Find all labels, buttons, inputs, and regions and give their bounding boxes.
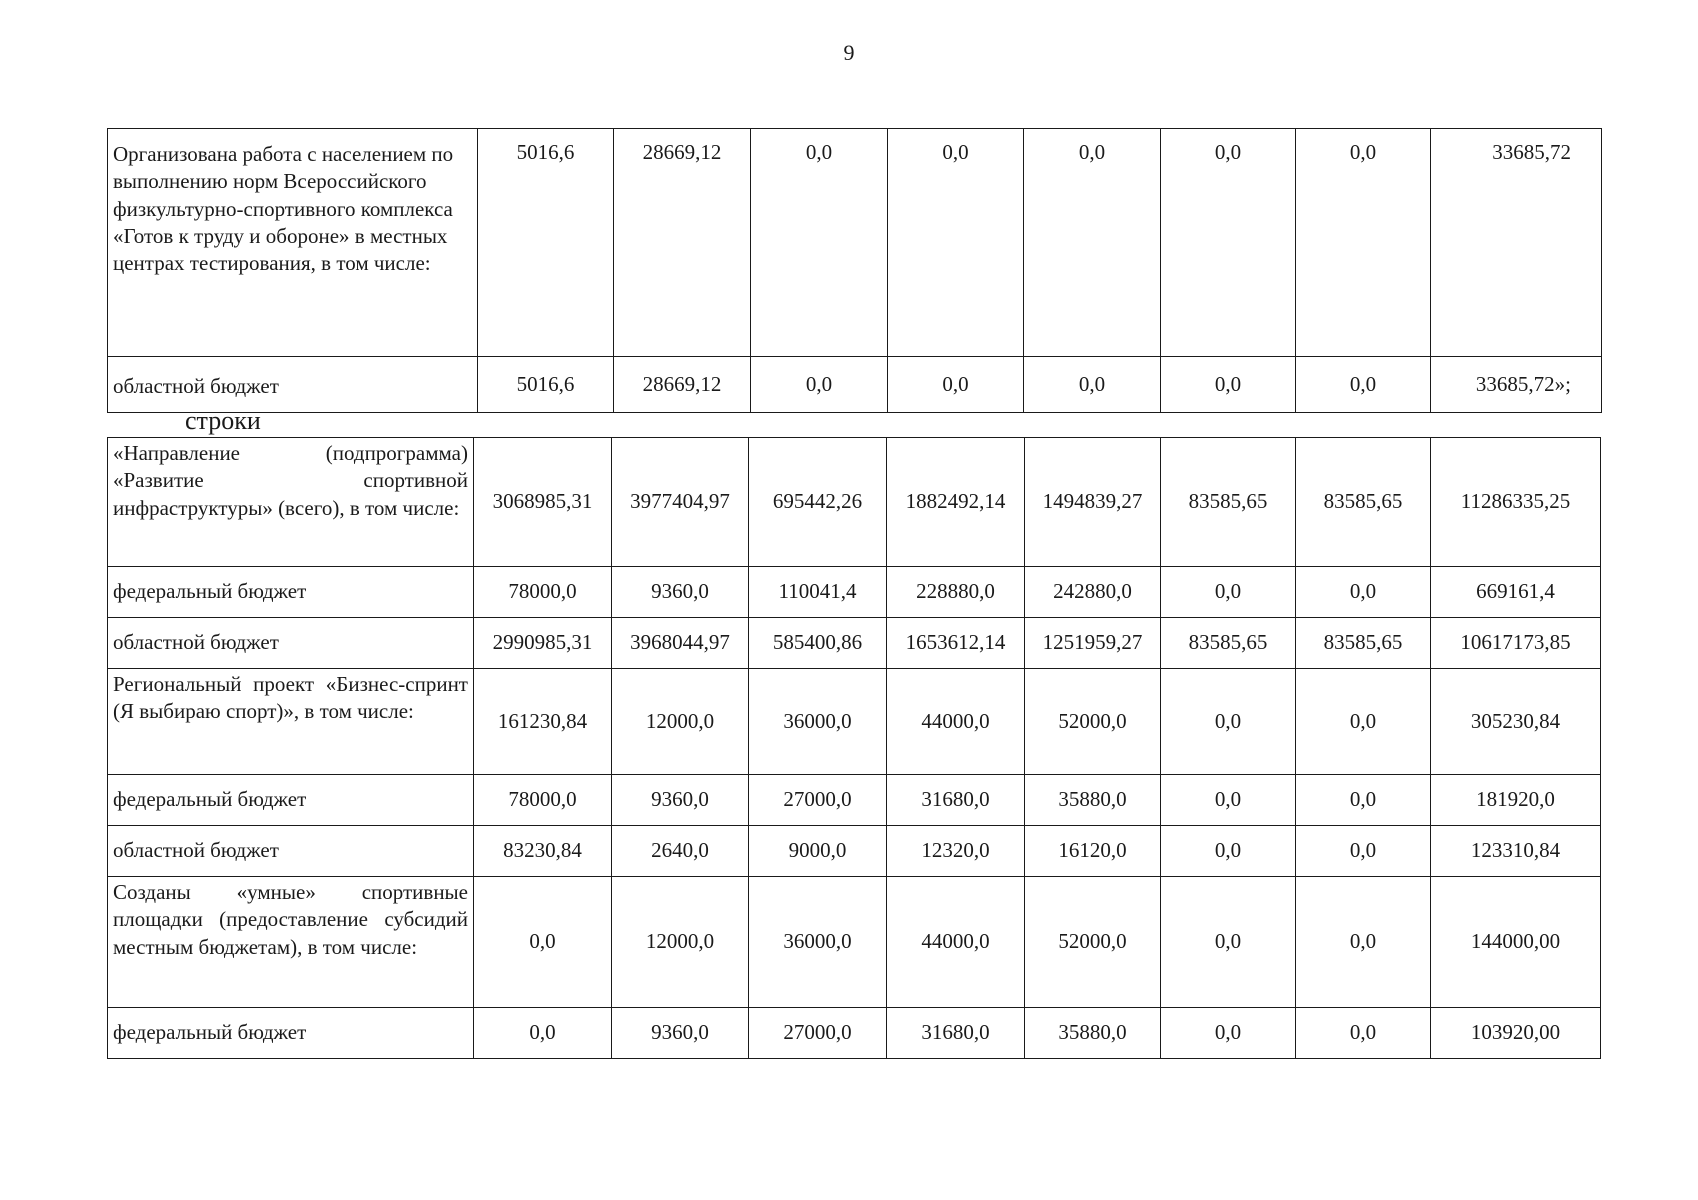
cell-value: 36000,0 — [749, 877, 887, 1008]
cell-value: 3977404,97 — [612, 438, 749, 567]
cell-value: 0,0 — [1161, 826, 1296, 877]
cell-value: 0,0 — [1296, 877, 1431, 1008]
cell-value: 28669,12 — [614, 357, 751, 413]
cell-value: 2640,0 — [612, 826, 749, 877]
cell-total: 33685,72»; — [1431, 357, 1602, 413]
cell-total: 669161,4 — [1431, 567, 1601, 618]
cell-value: 9360,0 — [612, 1008, 749, 1059]
cell-value: 0,0 — [1161, 669, 1296, 775]
cell-value: 228880,0 — [887, 567, 1025, 618]
table-row — [108, 877, 1601, 1008]
cell-value: 585400,86 — [749, 618, 887, 669]
cell-value: 0,0 — [1296, 567, 1431, 618]
cell-value: 83585,65 — [1296, 438, 1431, 567]
cell-value: 52000,0 — [1025, 669, 1161, 775]
cell-value: 28669,12 — [614, 129, 751, 357]
table-row — [108, 1008, 1601, 1059]
cell-value: 3968044,97 — [612, 618, 749, 669]
cell-value: 0,0 — [1296, 826, 1431, 877]
cell-total: 103920,00 — [1431, 1008, 1601, 1059]
cell-value: 0,0 — [1161, 357, 1296, 413]
cell-value: 5016,6 — [478, 357, 614, 413]
cell-value: 1251959,27 — [1025, 618, 1161, 669]
table-row — [108, 618, 1601, 669]
cell-value: 0,0 — [1296, 669, 1431, 775]
cell-value: 2990985,31 — [474, 618, 612, 669]
cell-value: 35880,0 — [1025, 775, 1161, 826]
cell-value: 1882492,14 — [887, 438, 1025, 567]
table-row — [108, 357, 1602, 413]
cell-value: 1653612,14 — [887, 618, 1025, 669]
cell-value: 0,0 — [1161, 775, 1296, 826]
row-label: областной бюджет — [108, 826, 474, 877]
cell-value: 78000,0 — [474, 567, 612, 618]
table-row — [108, 775, 1601, 826]
table-row — [108, 567, 1601, 618]
cell-value: 83585,65 — [1161, 618, 1296, 669]
cell-value: 0,0 — [1296, 129, 1431, 357]
cell-value: 0,0 — [1161, 129, 1296, 357]
cell-value: 1494839,27 — [1025, 438, 1161, 567]
cell-value: 242880,0 — [1025, 567, 1161, 618]
cell-value: 0,0 — [1161, 877, 1296, 1008]
cell-total: 144000,00 — [1431, 877, 1601, 1008]
cell-value: 9360,0 — [612, 775, 749, 826]
cell-value: 12000,0 — [612, 877, 749, 1008]
cell-value: 44000,0 — [887, 669, 1025, 775]
table-row — [108, 129, 1602, 357]
cell-value: 0,0 — [1024, 129, 1161, 357]
row-label: Созданы «умные» спортивные площадки (предоставление субсидий местным бюджетам), в том числе: — [108, 877, 474, 1008]
row-label: Региональный проект «Бизнес-спринт (Я выбираю спорт)», в том числе: — [108, 669, 474, 775]
cell-value: 78000,0 — [474, 775, 612, 826]
cell-value: 0,0 — [1024, 357, 1161, 413]
cell-value: 5016,6 — [478, 129, 614, 357]
budget-table-bottom — [107, 437, 1601, 1059]
cell-value: 0,0 — [751, 129, 888, 357]
cell-value: 83230,84 — [474, 826, 612, 877]
cell-value: 161230,84 — [474, 669, 612, 775]
cell-value: 0,0 — [1161, 567, 1296, 618]
cell-value: 36000,0 — [749, 669, 887, 775]
cell-value: 12320,0 — [887, 826, 1025, 877]
row-label: областной бюджет — [108, 618, 474, 669]
cell-value: 0,0 — [1296, 775, 1431, 826]
cell-value: 0,0 — [474, 1008, 612, 1059]
cell-value: 9360,0 — [612, 567, 749, 618]
row-label: федеральный бюджет — [108, 775, 474, 826]
cell-total: 33685,72 — [1431, 129, 1602, 357]
cell-total: 305230,84 — [1431, 669, 1601, 775]
cell-value: 0,0 — [474, 877, 612, 1008]
table-row — [108, 669, 1601, 775]
page-number: 9 — [843, 40, 855, 65]
cell-value: 695442,26 — [749, 438, 887, 567]
cell-total: 11286335,25 — [1431, 438, 1601, 567]
cell-value: 0,0 — [1161, 1008, 1296, 1059]
row-label: областной бюджет — [108, 357, 478, 413]
cell-value: 83585,65 — [1296, 618, 1431, 669]
cell-value: 27000,0 — [749, 1008, 887, 1059]
cell-total: 123310,84 — [1431, 826, 1601, 877]
row-label: федеральный бюджет — [108, 567, 474, 618]
table-row — [108, 438, 1601, 567]
cell-value: 83585,65 — [1161, 438, 1296, 567]
cell-value: 0,0 — [751, 357, 888, 413]
cell-value: 0,0 — [1296, 1008, 1431, 1059]
cell-value: 9000,0 — [749, 826, 887, 877]
cell-value: 0,0 — [1296, 357, 1431, 413]
cell-total: 181920,0 — [1431, 775, 1601, 826]
cell-value: 44000,0 — [887, 877, 1025, 1008]
cell-value: 52000,0 — [1025, 877, 1161, 1008]
cell-value: 27000,0 — [749, 775, 887, 826]
row-label: «Направление (подпрограмма) «Развитие спортивной инфраструктуры» (всего), в том числе: — [108, 438, 474, 567]
cell-value: 0,0 — [888, 129, 1024, 357]
cell-value: 12000,0 — [612, 669, 749, 775]
row-label: Организована работа с населением по выполнению норм Всероссийского физкультурно-спортивного комплекса «Готов к труду и обороне» в местных центрах тестирования, в том числе: — [108, 129, 478, 357]
cell-value: 3068985,31 — [474, 438, 612, 567]
row-label: федеральный бюджет — [108, 1008, 474, 1059]
cell-value: 0,0 — [888, 357, 1024, 413]
rows-caption: строки — [185, 406, 261, 435]
cell-value: 110041,4 — [749, 567, 887, 618]
cell-value: 31680,0 — [887, 1008, 1025, 1059]
cell-value: 35880,0 — [1025, 1008, 1161, 1059]
table-row — [108, 826, 1601, 877]
cell-value: 31680,0 — [887, 775, 1025, 826]
cell-total: 10617173,85 — [1431, 618, 1601, 669]
budget-table-top — [107, 128, 1602, 413]
cell-value: 16120,0 — [1025, 826, 1161, 877]
